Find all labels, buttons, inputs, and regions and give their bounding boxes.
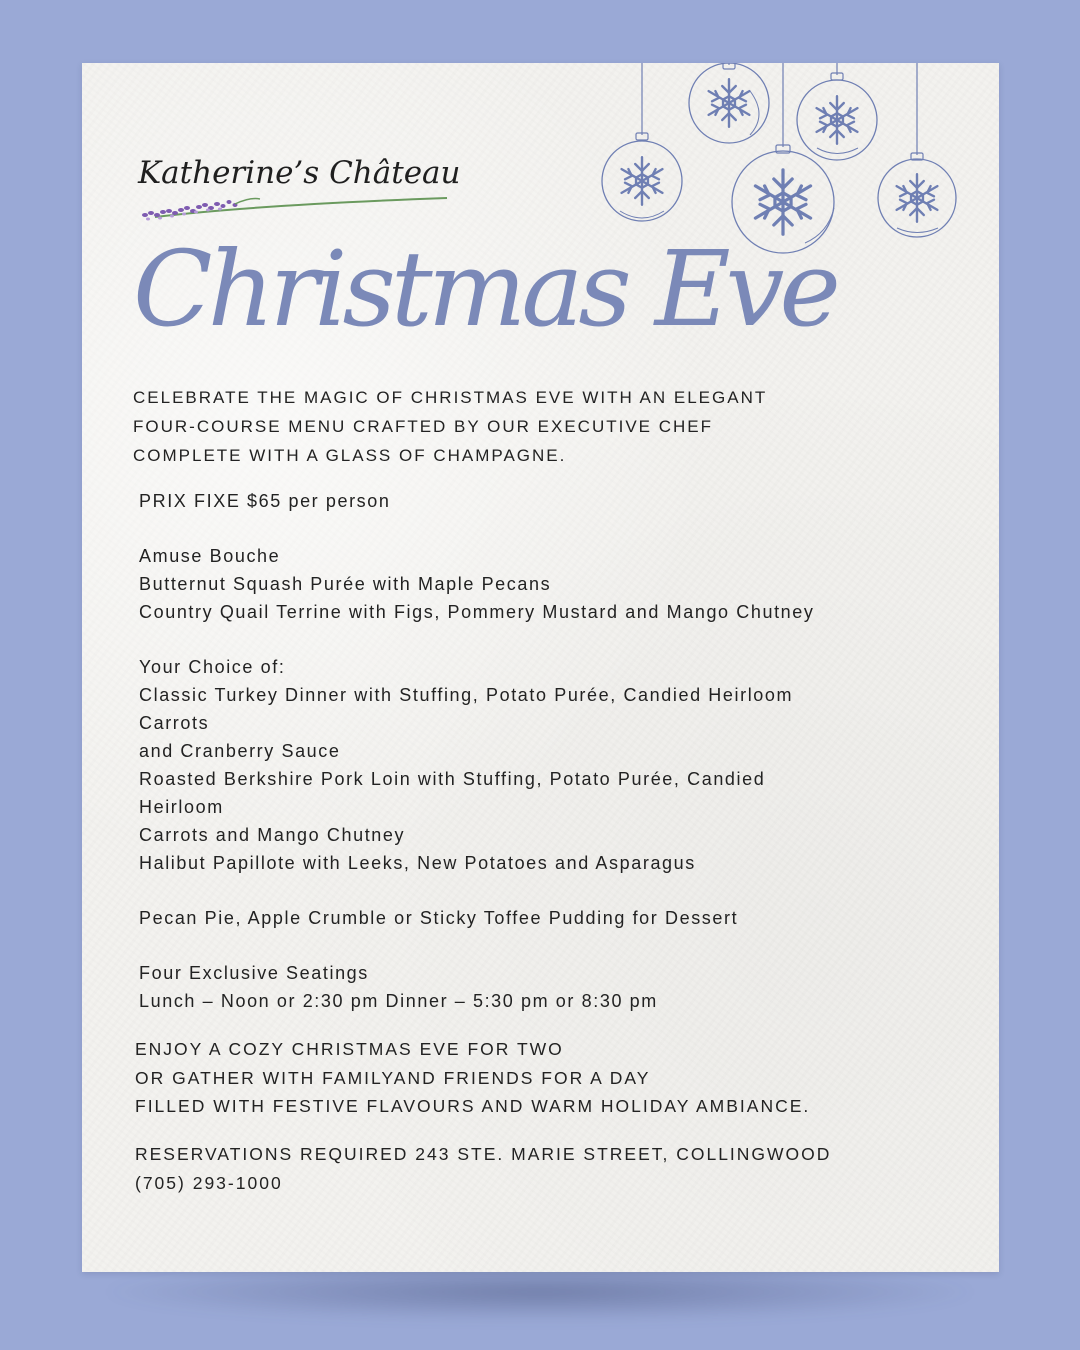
menu-item: Carrots and Mango Chutney bbox=[139, 825, 406, 845]
menu-item: Country Quail Terrine with Figs, Pommery Mustard and Mango Chutney bbox=[139, 602, 815, 622]
closing-paragraph bbox=[135, 1035, 935, 1121]
lavender-sprig-icon bbox=[135, 185, 455, 225]
menu-item: Roasted Berkshire Pork Loin with Stuffing, Potato Purée, Candied bbox=[139, 769, 766, 789]
closing-line: FILLED WITH FESTIVE FLAVOURS AND WARM HOLIDAY AMBIANCE. bbox=[135, 1096, 811, 1116]
menu-choice-heading: Your Choice of: bbox=[139, 657, 286, 677]
seatings-times: Lunch – Noon or 2:30 pm Dinner – 5:30 pm or 8:30 pm bbox=[139, 991, 658, 1011]
menu-section bbox=[139, 487, 929, 1015]
menu-item: Carrots bbox=[139, 713, 210, 733]
ornament-1 bbox=[602, 133, 682, 221]
menu-item: Butternut Squash Purée with Maple Pecans bbox=[139, 574, 552, 594]
intro-line: CELEBRATE THE MAGIC OF CHRISTMAS EVE WITH AN ELEGANT bbox=[133, 388, 768, 407]
ornament-2 bbox=[689, 63, 769, 143]
intro-line: COMPLETE WITH A GLASS OF CHAMPAGNE. bbox=[133, 446, 567, 465]
closing-line: OR GATHER WITH FAMILYAND FRIENDS FOR A DAY bbox=[135, 1067, 651, 1088]
menu-item: Amuse Bouche bbox=[139, 546, 281, 566]
ornament-5 bbox=[878, 153, 956, 237]
brand-logo-text: Katherine’s Château bbox=[138, 155, 461, 191]
reservations-phone: (705) 293-1000 bbox=[135, 1173, 283, 1193]
menu-item: and Cranberry Sauce bbox=[139, 741, 341, 761]
page-title: Christmas Eve bbox=[133, 228, 836, 350]
menu-item: Halibut Papillote with Leeks, New Potatoes and Asparagus bbox=[139, 853, 696, 873]
closing-line: ENJOY A COZY CHRISTMAS EVE FOR TWO bbox=[135, 1039, 564, 1059]
intro-line: FOUR-COURSE MENU CRAFTED BY OUR EXECUTIVE CHEF bbox=[133, 417, 714, 436]
menu-item: Heirloom bbox=[139, 797, 224, 817]
brand-logo bbox=[135, 155, 461, 225]
reservations-address: RESERVATIONS REQUIRED 243 STE. MARIE STREET, COLLINGWOOD bbox=[135, 1144, 832, 1164]
menu-price: PRIX FIXE $65 per person bbox=[139, 491, 391, 511]
menu-item: Classic Turkey Dinner with Stuffing, Potato Purée, Candied Heirloom bbox=[139, 685, 794, 705]
seatings-heading: Four Exclusive Seatings bbox=[139, 963, 369, 983]
reservations-info bbox=[135, 1140, 935, 1198]
ornament-4 bbox=[797, 73, 877, 160]
intro-paragraph bbox=[133, 383, 893, 470]
menu-dessert: Pecan Pie, Apple Crumble or Sticky Toffee Pudding for Dessert bbox=[139, 908, 739, 928]
